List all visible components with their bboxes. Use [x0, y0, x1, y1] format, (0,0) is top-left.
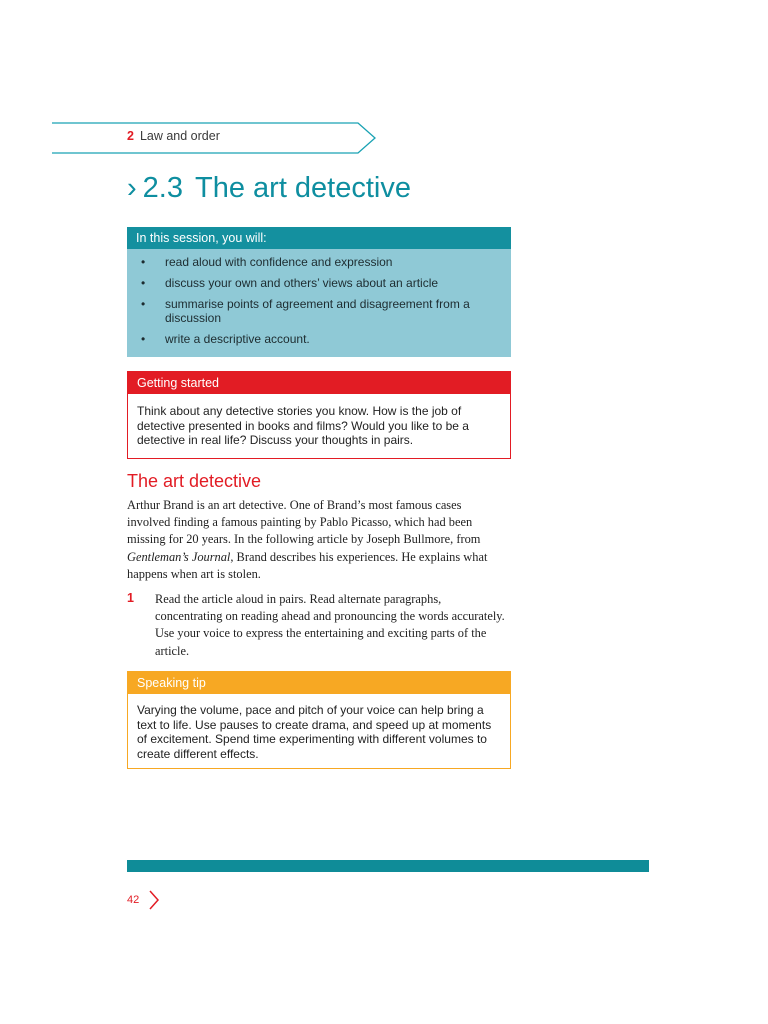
getting-started-header: Getting started [128, 372, 510, 394]
chapter-label [127, 129, 220, 143]
chapter-banner [0, 118, 380, 158]
chevron-right-icon [147, 889, 161, 916]
objectives-list [127, 249, 511, 346]
objective-item: • read aloud with confidence and expression [137, 255, 501, 269]
publication-title: Gentleman’s Journal [127, 549, 231, 564]
getting-started-box [127, 371, 511, 459]
session-title-text: The art detective [195, 172, 411, 204]
getting-started-body: Think about any detective stories you know. How is the job of detective presented in books and films? Would you like to be a detective in real life? Discuss your thoughts in pairs. [137, 404, 469, 447]
objective-item: • summarise points of agreement and disagreement from a discussion [137, 297, 501, 325]
session-number: 2.3 [142, 172, 183, 204]
objectives-header: In this session, you will: [127, 227, 511, 249]
footer-bar [127, 860, 649, 872]
objective-item: • discuss your own and others’ views about an article [137, 276, 501, 290]
page-title [127, 168, 411, 208]
speaking-tip-body: Varying the volume, pace and pitch of your voice can help bring a text to life. Use pauses to create drama, and speed up at moments of excitement. Spend time experimenting with different volumes to create different effects. [137, 703, 492, 761]
objective-item: • write a descriptive account. [137, 332, 501, 346]
chapter-title: Law and order [139, 129, 220, 143]
chevron-right-icon: › [127, 172, 137, 204]
section-heading: The art detective [127, 471, 262, 491]
chapter-number: 2 [127, 129, 134, 143]
activity-number: 1 [127, 591, 134, 605]
intro-text-part1: Arthur Brand is an art detective. One of Brand’s most famous cases involved finding a famous painting by Pablo Picasso, which had been missing for 20 years. In the following article by Joseph Bullmore, from [127, 498, 481, 547]
speaking-tip-box [127, 671, 511, 769]
speaking-tip-header: Speaking tip [128, 672, 510, 694]
intro-paragraph [127, 497, 507, 583]
activity-text: Read the article aloud in pairs. Read alternate paragraphs, concentrating on reading ahead and pronouncing the words accurately. Use your voice to express the entertaining and exciting parts of the article. [155, 592, 505, 658]
objectives-box [127, 227, 511, 357]
page-number: 42 [127, 894, 140, 906]
intro-text-part2: , Brand describes his experiences. He explains what happens when art is stolen. [127, 549, 488, 581]
